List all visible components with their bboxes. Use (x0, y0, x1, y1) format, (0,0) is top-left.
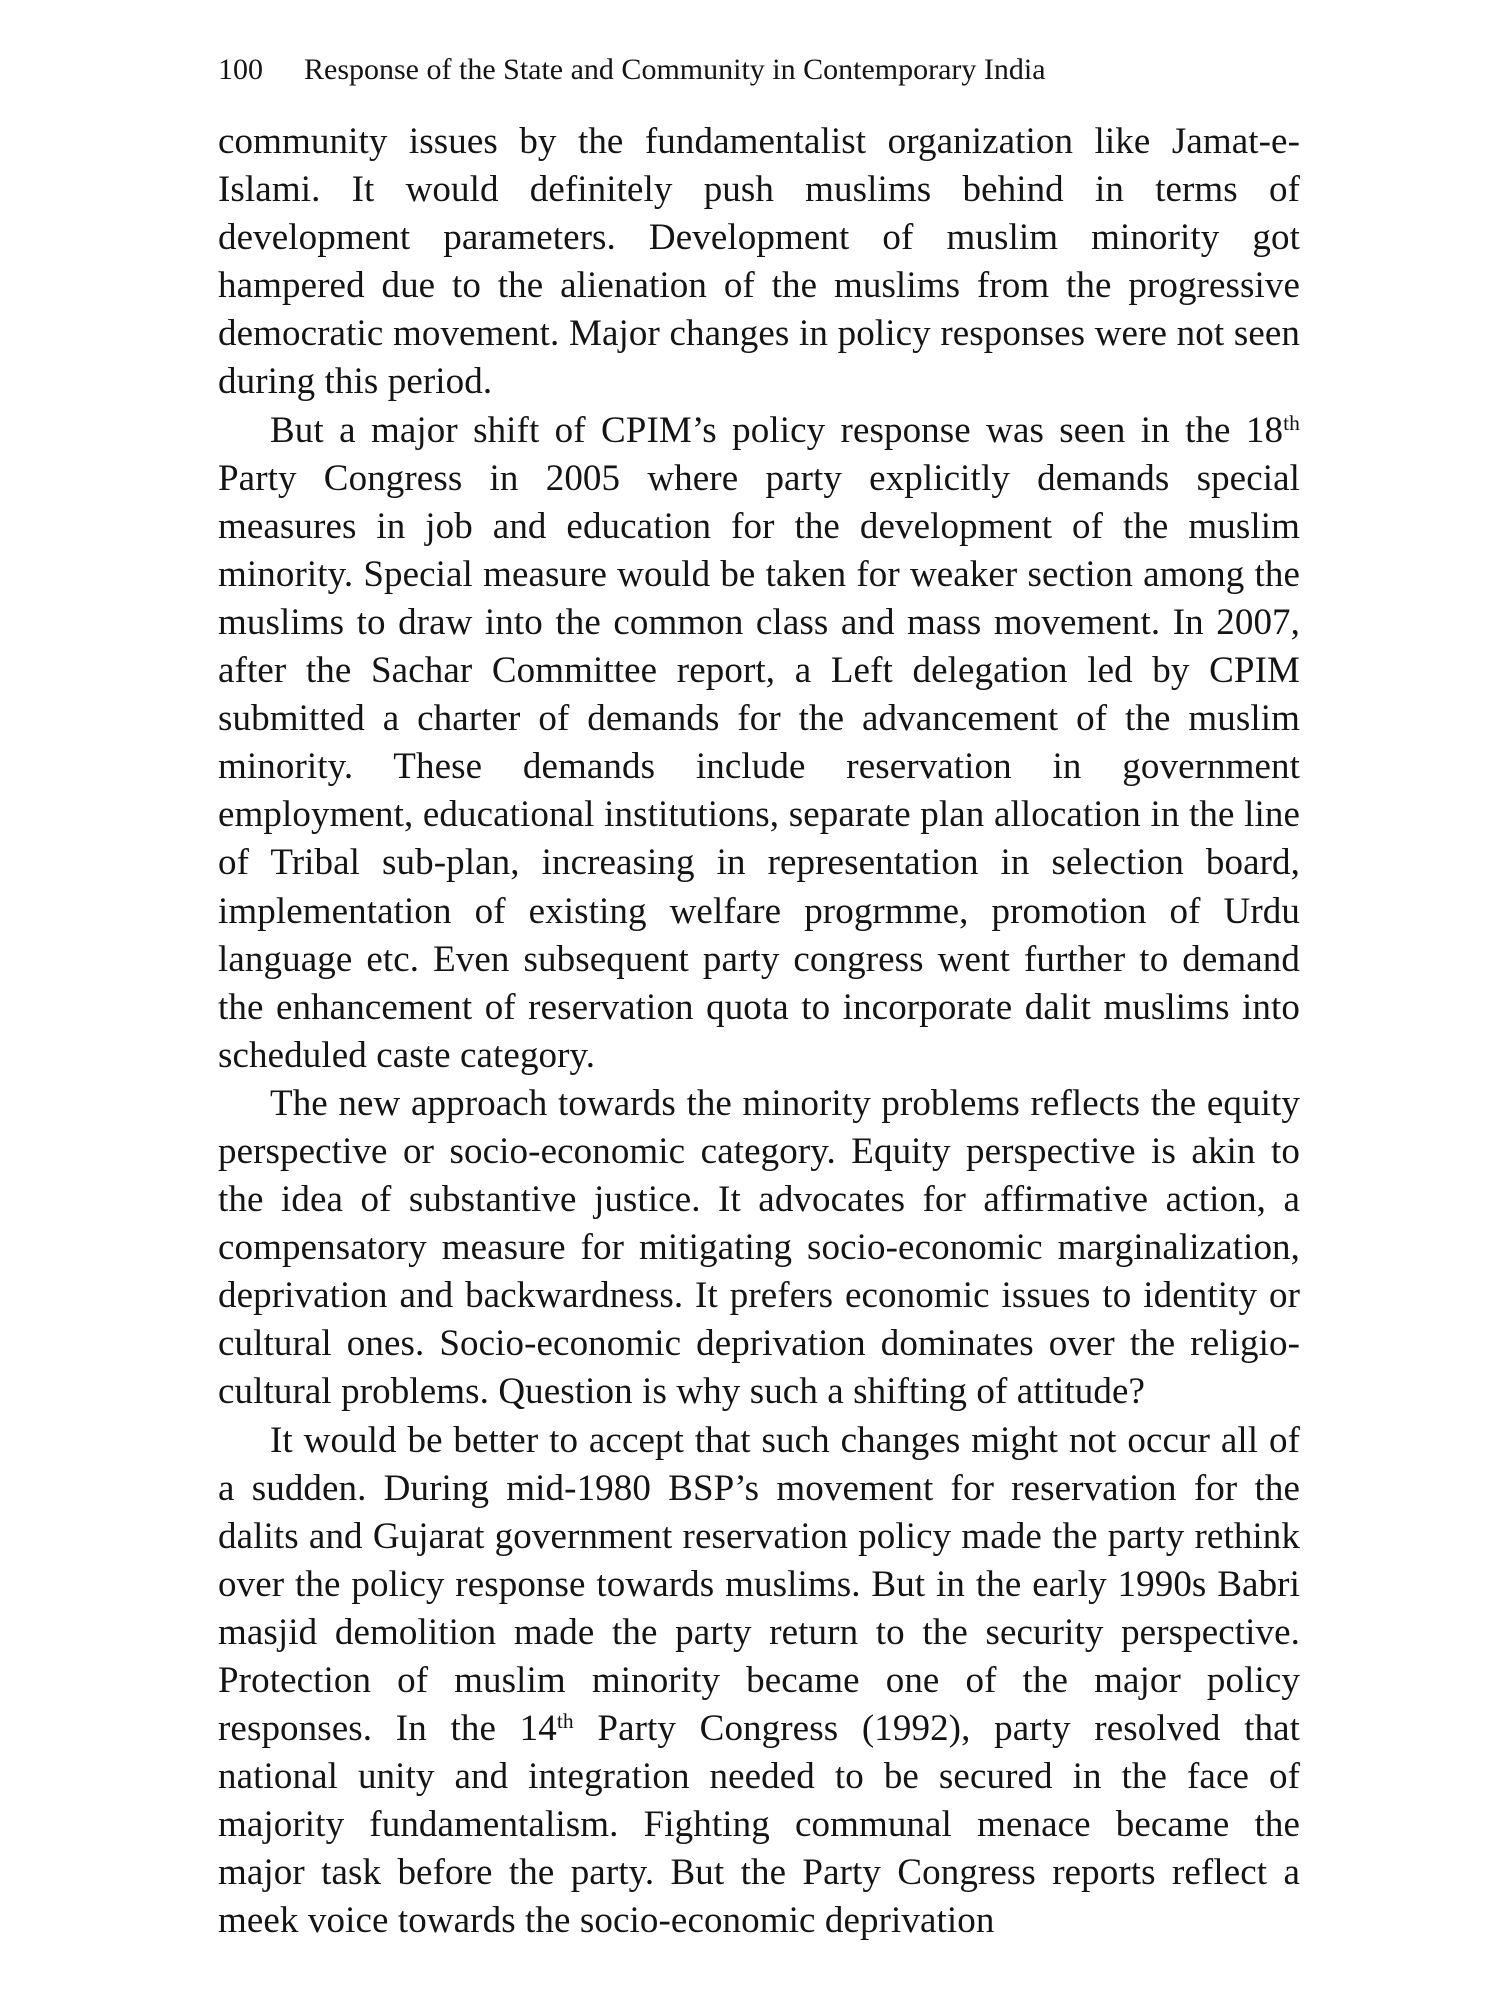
ordinal-suffix: th (1283, 410, 1300, 435)
paragraph-4-part-1: It would be better to accept that such changes might not occur all of a sudden. During mid-1980 BSP’s movement for reservation for the dalits and Gujarat government reservation policy made the party rethink over the policy response towards muslims. But in the early 1990s Babri masjid demolition made the party return to the security perspective. Protection of muslim minority became one of the major policy responses. In the 14 (218, 1419, 1300, 1750)
body-text (218, 118, 1300, 1946)
paragraph-1: community issues by the fundamentalist organization like Jamat-e-Islami. It would definitely push muslims behind in terms of development parameters. Development of muslim minority got hampered due to the alienation of the muslims from the progressive democratic movement. Major changes in policy responses were not seen during this period. (218, 121, 1300, 403)
ordinal-suffix: th (556, 1709, 574, 1734)
paragraph-4 (218, 1417, 1300, 1946)
page-number: 100 (218, 53, 263, 86)
running-head (218, 50, 1300, 90)
paragraph-3: The new approach towards the minority problems reflects the equity perspective or socio-economic category. Equity perspective is akin to the idea of substantive justice. It advocates for affirmative action, a compensatory measure for mitigating socio-economic marginalization, deprivation and backwardness. It prefers economic issues to identity or cultural ones. Socio-economic deprivation dominates over the religio-cultural problems. Question is why such a shifting of attitude? (218, 1082, 1300, 1413)
paragraph-2 (218, 407, 1300, 1080)
paragraph-4-part-2: Party Congress (1992), party resolved that national unity and integration needed to be secured in the face of majority fundamentalism. Fighting communal menace became the major task before the party. But the Party Congress reports reflect a meek voice towards the socio-economic deprivation (218, 1708, 1300, 1942)
paragraph-2-part-1: But a major shift of CPIM’s policy response was seen in the 18 (270, 409, 1284, 451)
paragraph-2-part-2: Party Congress in 2005 where party explicitly demands special measures in job and education for the development of the muslim minority. Special measure would be taken for weaker section among the muslims to draw into the common class and mass movement. In 2007, after the Sachar Committee report, a Left delegation led by CPIM submitted a charter of demands for the advancement of the muslim minority. These demands include reservation in government employment, educational institutions, separate plan allocation in the line of Tribal sub-plan, increasing in representation in selection board, implementation of existing welfare progrmme, promotion of Urdu language etc. Even subsequent party congress went further to demand the enhancement of reservation quota to incorporate dalit muslims into scheduled caste category. (218, 457, 1300, 1076)
running-title: Response of the State and Community in Contemporary India (304, 53, 1046, 86)
